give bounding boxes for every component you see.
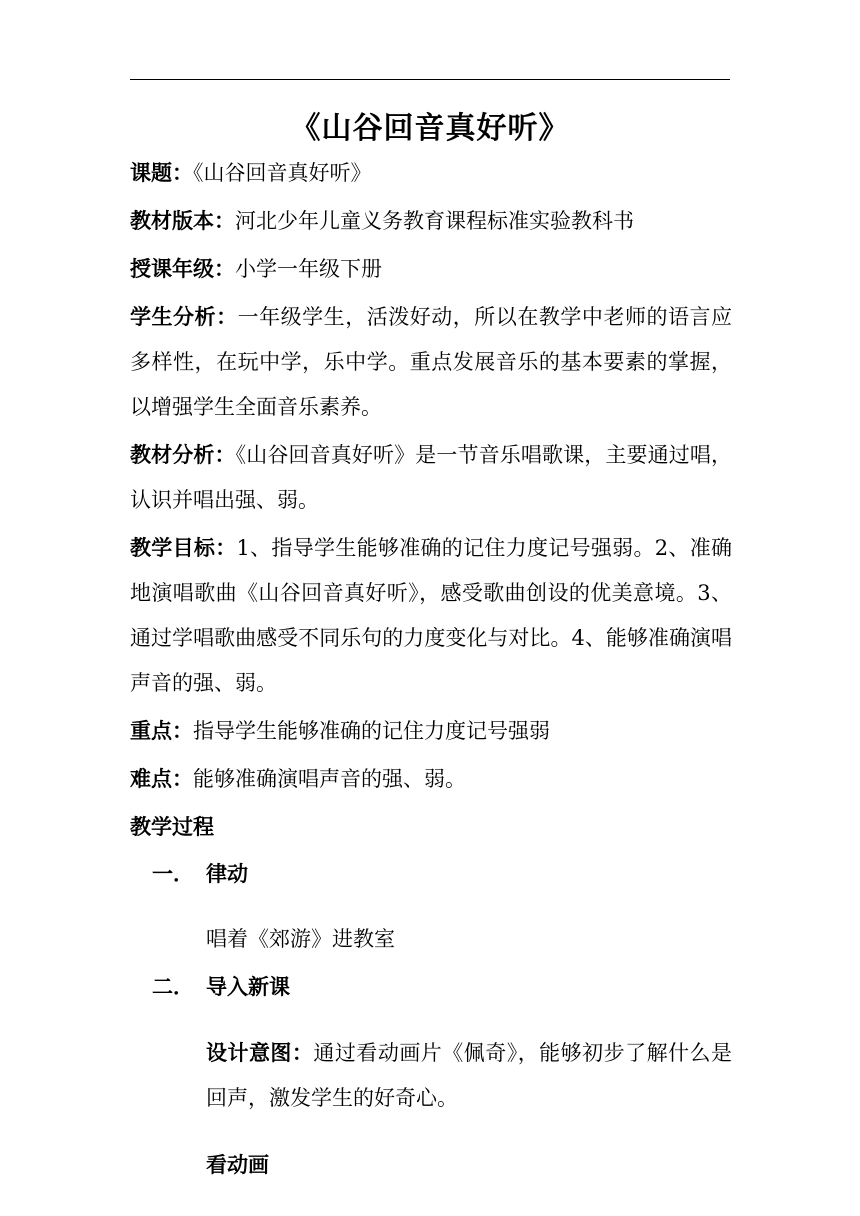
field-grade: [130, 246, 732, 292]
header-rule: [130, 79, 730, 80]
field-teaching-goals: [130, 525, 732, 706]
field-label: 学生分析: [130, 304, 217, 329]
field-separator: ：: [215, 535, 237, 560]
field-separator: ：: [172, 160, 193, 185]
process-heading: 教学过程: [130, 814, 214, 839]
field-label: 教材分析: [130, 442, 215, 467]
step-number: 一．: [152, 861, 194, 886]
field-label: 教材版本: [130, 208, 214, 233]
field-value: 指导学生能够准确的记住力度记号强弱: [193, 719, 550, 743]
field-value: 1、指导学生能够准确的记住力度记号强弱。2、准确地演唱歌曲《山谷回音真好听》，感受歌曲创设的优美意境。3、通过学唱歌曲感受不同乐句的力度变化与对比。4、能够准确演唱声音的强、弱。: [130, 536, 732, 695]
step-body: 唱着《郊游》进教室: [206, 927, 395, 951]
step-title: 律动: [206, 861, 248, 886]
step-heading: [130, 964, 732, 1009]
field-material-analysis: [130, 432, 732, 523]
field-key-points: [130, 708, 732, 754]
document-body: [130, 150, 732, 1189]
document-title: 《山谷回音真好听》: [290, 111, 570, 146]
field-value: 河北少年儿童义务教育课程标准实验教科书: [235, 209, 634, 233]
field-separator: ：: [214, 208, 235, 233]
step-title: 导入新课: [206, 974, 290, 999]
field-separator: ：: [214, 442, 236, 467]
field-label: 课题: [130, 160, 172, 185]
intent-value: 通过看动画片《佩奇》，能够初步了解什么是回声，激发学生的好奇心。: [206, 1041, 733, 1110]
field-label: 重点: [130, 718, 172, 743]
field-value: 《山谷回音真好听》: [193, 161, 372, 185]
field-separator: ：: [216, 304, 238, 329]
field-separator: ：: [172, 718, 193, 743]
field-value: 《山谷回音真好听》是一节音乐唱歌课，主要通过唱，认识并唱出强、弱。: [130, 443, 732, 512]
field-student-analysis: [130, 294, 732, 430]
field-separator: ：: [172, 766, 193, 791]
step-heading: [130, 851, 732, 896]
field-textbook-edition: [130, 198, 732, 244]
intent-label: 设计意图: [206, 1040, 292, 1065]
field-subject: [130, 150, 732, 196]
field-label: 难点: [130, 766, 172, 791]
field-value: 一年级学生，活泼好动，所以在教学中老师的语言应多样性，在玩中学，乐中学。重点发展音乐的基本要素的掌握，以增强学生全面音乐素养。: [130, 305, 733, 419]
design-intent: [206, 1030, 732, 1121]
field-value: 能够准确演唱声音的强、弱。: [193, 767, 466, 791]
field-label: 教学目标: [130, 535, 216, 560]
field-difficulties: [130, 756, 732, 802]
intent-separator: ：: [291, 1040, 314, 1065]
field-value: 小学一年级下册: [235, 257, 382, 281]
field-label: 授课年级: [130, 256, 214, 281]
field-separator: ：: [214, 256, 235, 281]
step-number: 二．: [152, 974, 194, 999]
sub-heading: 看动画: [206, 1152, 269, 1177]
